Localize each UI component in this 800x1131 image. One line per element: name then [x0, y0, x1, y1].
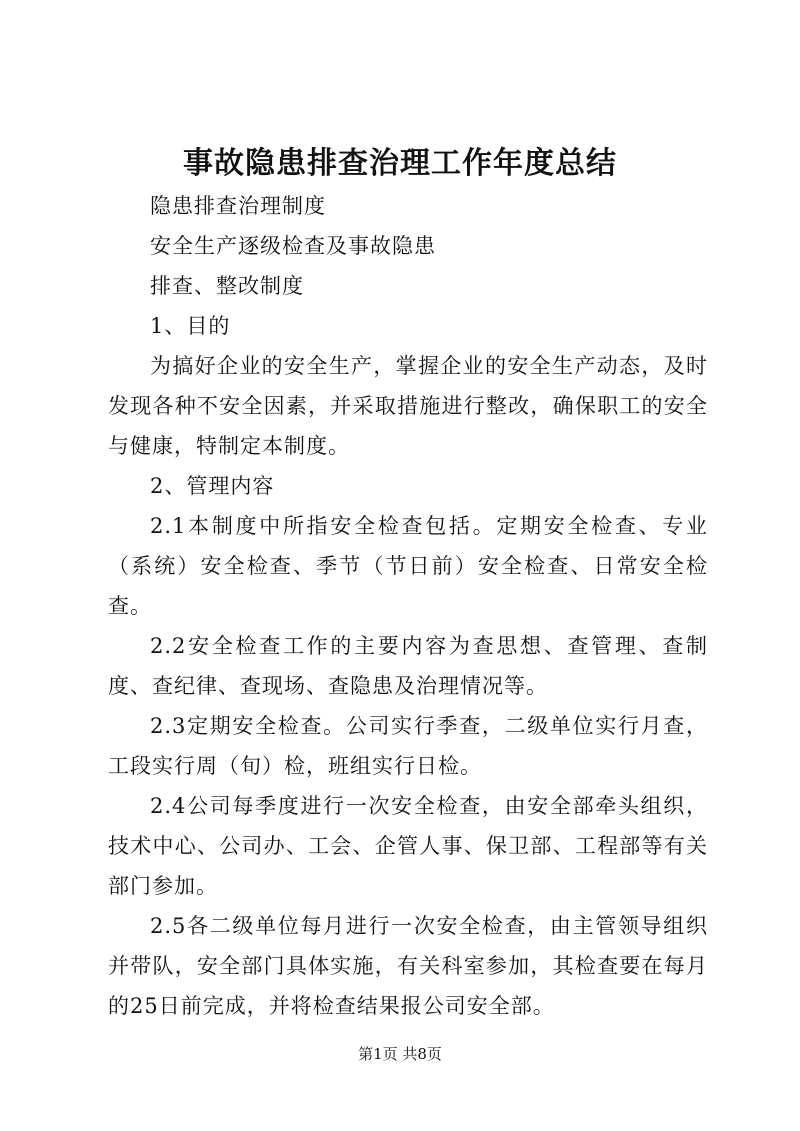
- paragraph: 2.4公司每季度进行一次安全检查，由安全部牵头组织，技术中心、公司办、工会、企管人事、保卫部、工程部等有关部门参加。: [108, 794, 708, 898]
- paragraph: 2.3定期安全检查。公司实行季查，二级单位实行月查，工段实行周（旬）检，班组实行日检。: [108, 714, 708, 778]
- section-heading: 1、目的: [150, 314, 231, 338]
- paragraph: 2.1本制度中所指安全检查包括。定期安全检查、专业（系统）安全检查、季节（节日前）安全检查、日常安全检查。: [108, 514, 708, 618]
- paragraph: 2.5各二级单位每月进行一次安全检查，由主管领导组织并带队，安全部门具体实施，有关科室参加，其检查要在每月的25日前完成，并将检查结果报公司安全部。: [108, 914, 708, 1018]
- paragraph: 安全生产逐级检查及事故隐患: [150, 234, 436, 258]
- paragraph: 排查、整改制度: [150, 274, 304, 298]
- section-heading: 2、管理内容: [150, 474, 275, 498]
- document-body: [108, 186, 708, 1026]
- page-number-footer: 第1页 共8页: [358, 1045, 442, 1063]
- paragraph: 隐患排查治理制度: [150, 194, 326, 218]
- paragraph: 2.2安全检查工作的主要内容为查思想、查管理、查制度、查纪律、查现场、查隐患及治理情况等。: [108, 634, 708, 698]
- paragraph: 为搞好企业的安全生产，掌握企业的安全生产动态，及时发现各种不安全因素，并采取措施进行整改，确保职工的安全与健康，特制定本制度。: [108, 354, 708, 458]
- document-title: 事故隐患排查治理工作年度总结: [183, 146, 617, 181]
